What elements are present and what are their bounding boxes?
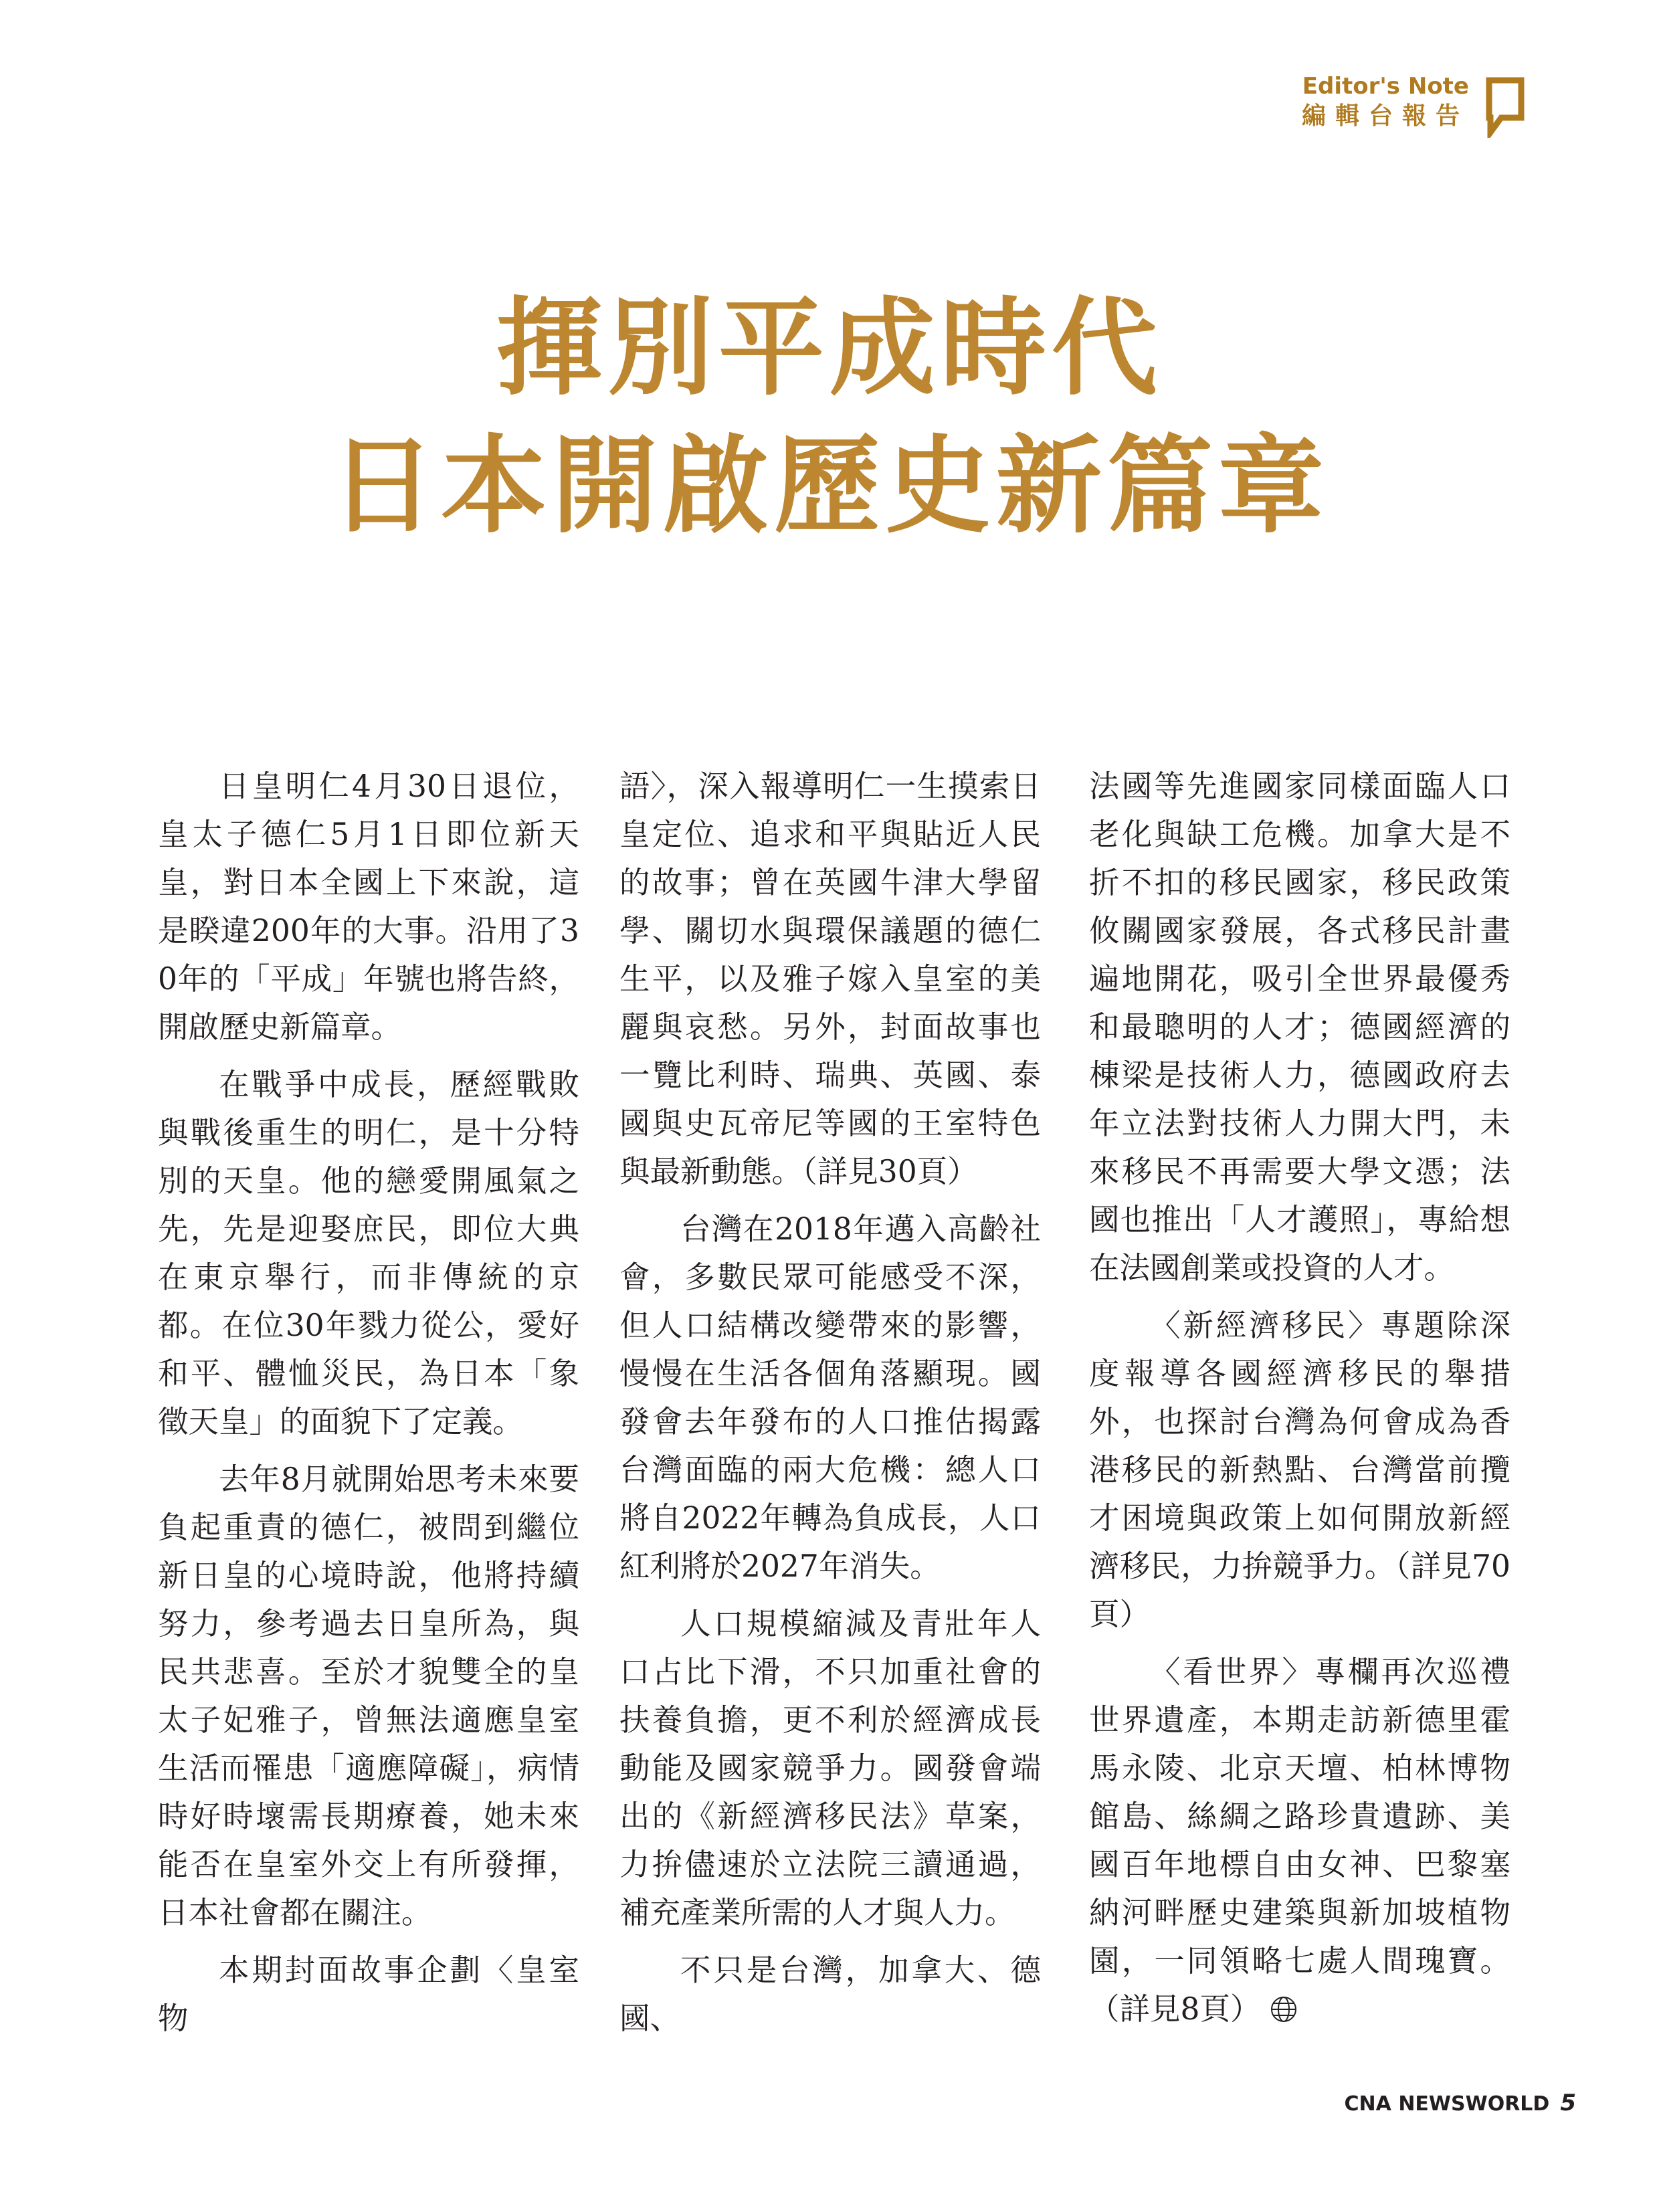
header-chinese: 編輯台報告 [1301, 102, 1469, 130]
paragraph: 去年8月就開始思考未來要負起重責的德仁，被問到繼位新日皇的心境時說，他將持續努力，參考過去日皇所為，與民共悲喜。至於才貌雙全的皇太子妃雅子，曾無法適應皇室生活而罹患「適應障礙」，病情時好時壞需長期療養，她未來能否在皇室外交上有所發揮，日本社會都在關注。 [158, 1462, 579, 1930]
final-paragraph [1089, 1648, 1510, 2033]
text-column-1 [158, 763, 579, 2036]
text-column-2 [619, 763, 1041, 2036]
editors-note-header [1302, 72, 1525, 138]
paragraph: 在戰爭中成長，歷經戰敗與戰後重生的明仁，是十分特別的天皇。他的戀愛開風氣之先，先是迎娶庶民，即位大典在東京舉行，而非傳統的京都。在位30年戮力從公，愛好和平、體恤災民，為日本「象徵天皇」的面貌下了定義。 [158, 1067, 579, 1439]
page-number: 5 [1560, 2090, 1576, 2116]
title-line-1: 揮別平成時代 [496, 286, 1163, 410]
paragraph: 〈新經濟移民〉專題除深度報導各國經濟移民的舉措外，也探討台灣為何會成為香港移民的新熱點、台灣當前攬才困境與政策上如何開放新經濟移民，力拚競爭力。（詳見70頁） [1089, 1308, 1510, 1632]
article-title [0, 280, 1659, 555]
title-line-2: 日本開啟歷史新篇章 [330, 424, 1329, 548]
paragraph: 法國等先進國家同樣面臨人口老化與缺工危機。加拿大是不折不扣的移民國家，移民政策攸關國家發展，各式移民計畫遍地開花，吸引全世界最優秀和最聰明的人才；德國經濟的棟梁是技術人力，德國政府去年立法對技術人力開大門，未來移民不再需要大學文憑；法國也推出「人才護照」，專給想在法國創業或投資的人才。 [1089, 769, 1510, 1286]
paragraph: 不只是台灣，加拿大、德國、 [619, 1952, 1041, 2036]
article-body [158, 763, 1510, 2036]
paragraph-text: 〈看世界〉專欄再次巡禮世界遺產，本期走訪新德里霍馬永陵、北京天壇、柏林博物館島、絲綢之路珍貴遺跡、美國百年地標自由女神、巴黎塞納河畔歷史建築與新加坡植物園，一同領略七處人間瑰寶。（詳見8頁） [1089, 1654, 1510, 2027]
header-text [1302, 72, 1469, 132]
speech-bubble-icon [1485, 76, 1525, 138]
text-column-3 [1089, 763, 1510, 2027]
paragraph: 本期封面故事企劃〈皇室物 [158, 1952, 579, 2036]
paragraph: 語〉，深入報導明仁一生摸索日皇定位、追求和平與貼近人民的故事；曾在英國牛津大學留學、關切水與環保議題的德仁生平，以及雅子嫁入皇室的美麗與哀愁。另外，封面故事也一覽比利時、瑞典、英國、泰國與史瓦帝尼等國的王室特色與最新動態。（詳見30頁） [619, 769, 1041, 1189]
header-english: Editor's Note [1302, 73, 1469, 100]
paragraph: 台灣在2018年邁入高齡社會，多數民眾可能感受不深，但人口結構改變帶來的影響，慢慢在生活各個角落顯現。國發會去年發布的人口推估揭露台灣面臨的兩大危機：總人口將自2022年轉為負成長，人口紅利將於2027年消失。 [619, 1211, 1041, 1584]
globe-icon [1270, 1995, 1298, 2023]
page-footer [1345, 2090, 1576, 2116]
publication-name: CNA NEWSWORLD [1344, 2092, 1550, 2116]
paragraph: 日皇明仁4月30日退位，皇太子德仁5月1日即位新天皇，對日本全國上下來說，這是睽違200年的大事。沿用了30年的「平成」年號也將告終，開啟歷史新篇章。 [158, 769, 579, 1045]
paragraph: 人口規模縮減及青壯年人口占比下滑，不只加重社會的扶養負擔，更不利於經濟成長動能及國家競爭力。國發會端出的《新經濟移民法》草案，力拚儘速於立法院三讀通過，補充產業所需的人才與人力。 [619, 1606, 1041, 1930]
